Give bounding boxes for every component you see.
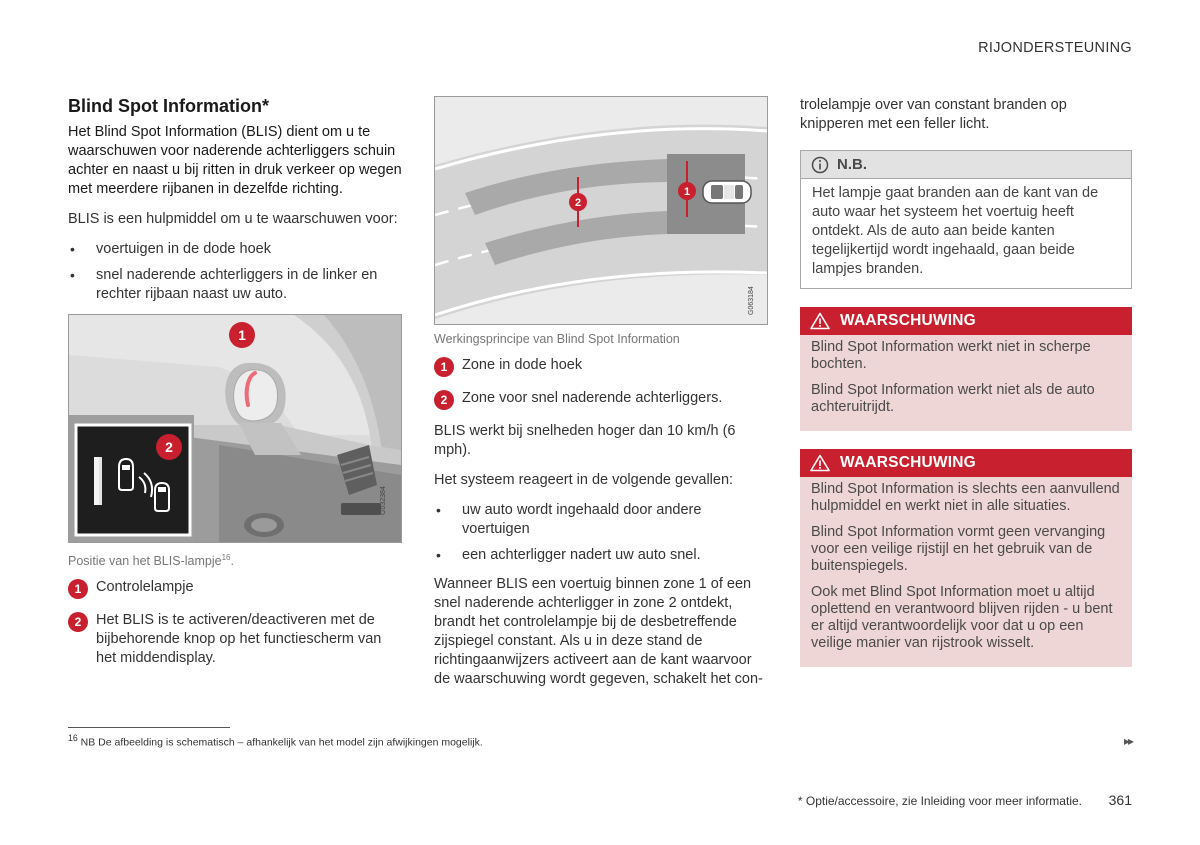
footnote-text: NB De afbeelding is schematisch – afhankelijk van het model zijn afwijkingen mogelijk.: [80, 736, 483, 749]
zone-label-1: [678, 182, 696, 200]
next-page-icon: ▸▸: [1123, 734, 1132, 748]
svg-text:2: 2: [165, 438, 173, 455]
warning-body: [800, 335, 1132, 431]
callout-text: Zone in dode hoek: [462, 357, 583, 373]
svg-text:2: 2: [574, 197, 582, 209]
warning-icon: [810, 312, 830, 330]
callout-number: 1: [434, 357, 454, 377]
footnote-ref: 16: [221, 552, 231, 562]
warning-text: Ook met Blind Spot Information moet u altijd oplettend en verantwoord blijven rijden - u bent er altijd verantwoordelijk voor dat u op een veilige manier van rijstrook wisselt.: [811, 584, 1113, 651]
column-3: [800, 96, 1132, 667]
cases-paragraph: Het systeem reageert in de volgende gevallen:: [434, 472, 734, 488]
list-item: • een achterligger nadert uw auto snel.: [434, 546, 768, 565]
warning-box: [800, 449, 1132, 667]
callout-text: Het BLIS is te activeren/deactiveren met de bijbehorende knop op het functiescherm van het middendisplay.: [96, 611, 382, 666]
callout-text: Zone voor snel naderende achterliggers.: [462, 390, 723, 406]
cases-list: [434, 501, 768, 565]
road-illustration: [435, 97, 767, 324]
blis-zones-figure: [434, 96, 768, 325]
car-icon: [703, 181, 751, 203]
zone-label-2: [569, 193, 587, 211]
blis-purpose-paragraph: BLIS is een hulpmiddel om u te waarschuwen voor:: [68, 210, 398, 227]
callout-item: [68, 611, 402, 668]
svg-text:1: 1: [238, 326, 246, 343]
warning-text: Blind Spot Information werkt niet in scherpe bochten.: [811, 339, 1091, 372]
warning-header: [800, 307, 1132, 335]
detection-paragraph: Wanneer BLIS een voertuig binnen zone 1 of een snel naderende achterligger in zone 2 ontdekt, brandt het controlelampje bij de desbetreffende zijspiegel constant. Als u in deze stand de richtingaanwijzers activeert aan de kant waarvoor de waarschuwing wordt gegeven, schakelt het con-: [434, 576, 763, 687]
footnote-divider: [68, 727, 230, 728]
footnote-number: 16: [68, 733, 78, 743]
svg-text:1: 1: [683, 186, 691, 198]
figure-code: G032384: [380, 485, 387, 515]
footnote: [68, 733, 483, 749]
blis-lamp-figure: [68, 314, 402, 543]
figure-code: G063184: [748, 286, 755, 315]
page-title: Blind Spot Information*: [68, 96, 269, 116]
note-text: Het lampje gaat branden aan de kant van de auto waar het systeem het voertuig heeft ontdekt. Als de auto aan beide kanten tegelijkertijd wordt ingehaald, gaan beide lampjes branden.: [812, 185, 1099, 277]
column-2: [434, 96, 768, 700]
speed-paragraph: BLIS werkt bij snelheden hoger dan 10 km/h (6 mph).: [434, 423, 736, 458]
warning-text: Blind Spot Information is slechts een aanvullend hulpmiddel en werkt niet in alle situaties.: [811, 481, 1120, 514]
section-header: RIJONDERSTEUNING: [978, 40, 1132, 56]
warning-icon: [810, 454, 830, 472]
warning-header: [800, 449, 1132, 477]
list-item: • snel naderende achterliggers in de linker en rechter rijbaan naast uw auto.: [68, 266, 402, 304]
figure-caption: Werkingsprincipe van Blind Spot Information: [434, 332, 680, 346]
info-icon: [811, 156, 829, 174]
callout-number: 2: [68, 612, 88, 632]
callout-item: [434, 356, 768, 377]
note-label: N.B.: [837, 156, 867, 173]
note-box: [800, 150, 1132, 289]
callout-item: [68, 578, 402, 599]
warning-box: [800, 307, 1132, 431]
figure-label-2: [156, 434, 182, 460]
continuation-paragraph: trolelampje over van constant branden op knipperen met een feller licht.: [800, 97, 1067, 132]
list-item: • uw auto wordt ingehaald door andere voertuigen: [434, 501, 768, 539]
note-header: [801, 151, 1131, 179]
figure-label-1: [229, 322, 255, 348]
mirror-illustration: [69, 315, 401, 542]
warning-label: WAARSCHUWING: [840, 312, 976, 329]
warning-text: Blind Spot Information werkt niet als de auto achteruitrijdt.: [811, 382, 1095, 415]
option-note: * Optie/accessoire, zie Inleiding voor meer informatie.: [797, 794, 1082, 808]
callout-number: 2: [434, 390, 454, 410]
warning-text: Blind Spot Information vormt geen vervanging voor een veilige rijstijl en het gebruik van de buitenspiegels.: [811, 524, 1106, 574]
list-item: • voertuigen in de dode hoek: [68, 240, 402, 259]
figure-caption: Positie van het BLIS-lampje$^{16}$.: [68, 552, 234, 568]
page-number: 361: [1108, 792, 1132, 808]
purpose-list: [68, 240, 402, 304]
callout-item: [434, 389, 768, 410]
column-1: [68, 96, 402, 680]
warning-label: WAARSCHUWING: [840, 454, 976, 471]
intro-paragraph: Het Blind Spot Information (BLIS) dient om u te waarschuwen voor naderende achterliggers schuin achter en naast u bij ritten in druk verkeer op wegen met meerdere rijbanen in dezelfde richting.: [68, 123, 402, 197]
warning-body: [800, 477, 1132, 667]
callout-number: 1: [68, 579, 88, 599]
callout-text: Controlelampje: [96, 578, 194, 595]
